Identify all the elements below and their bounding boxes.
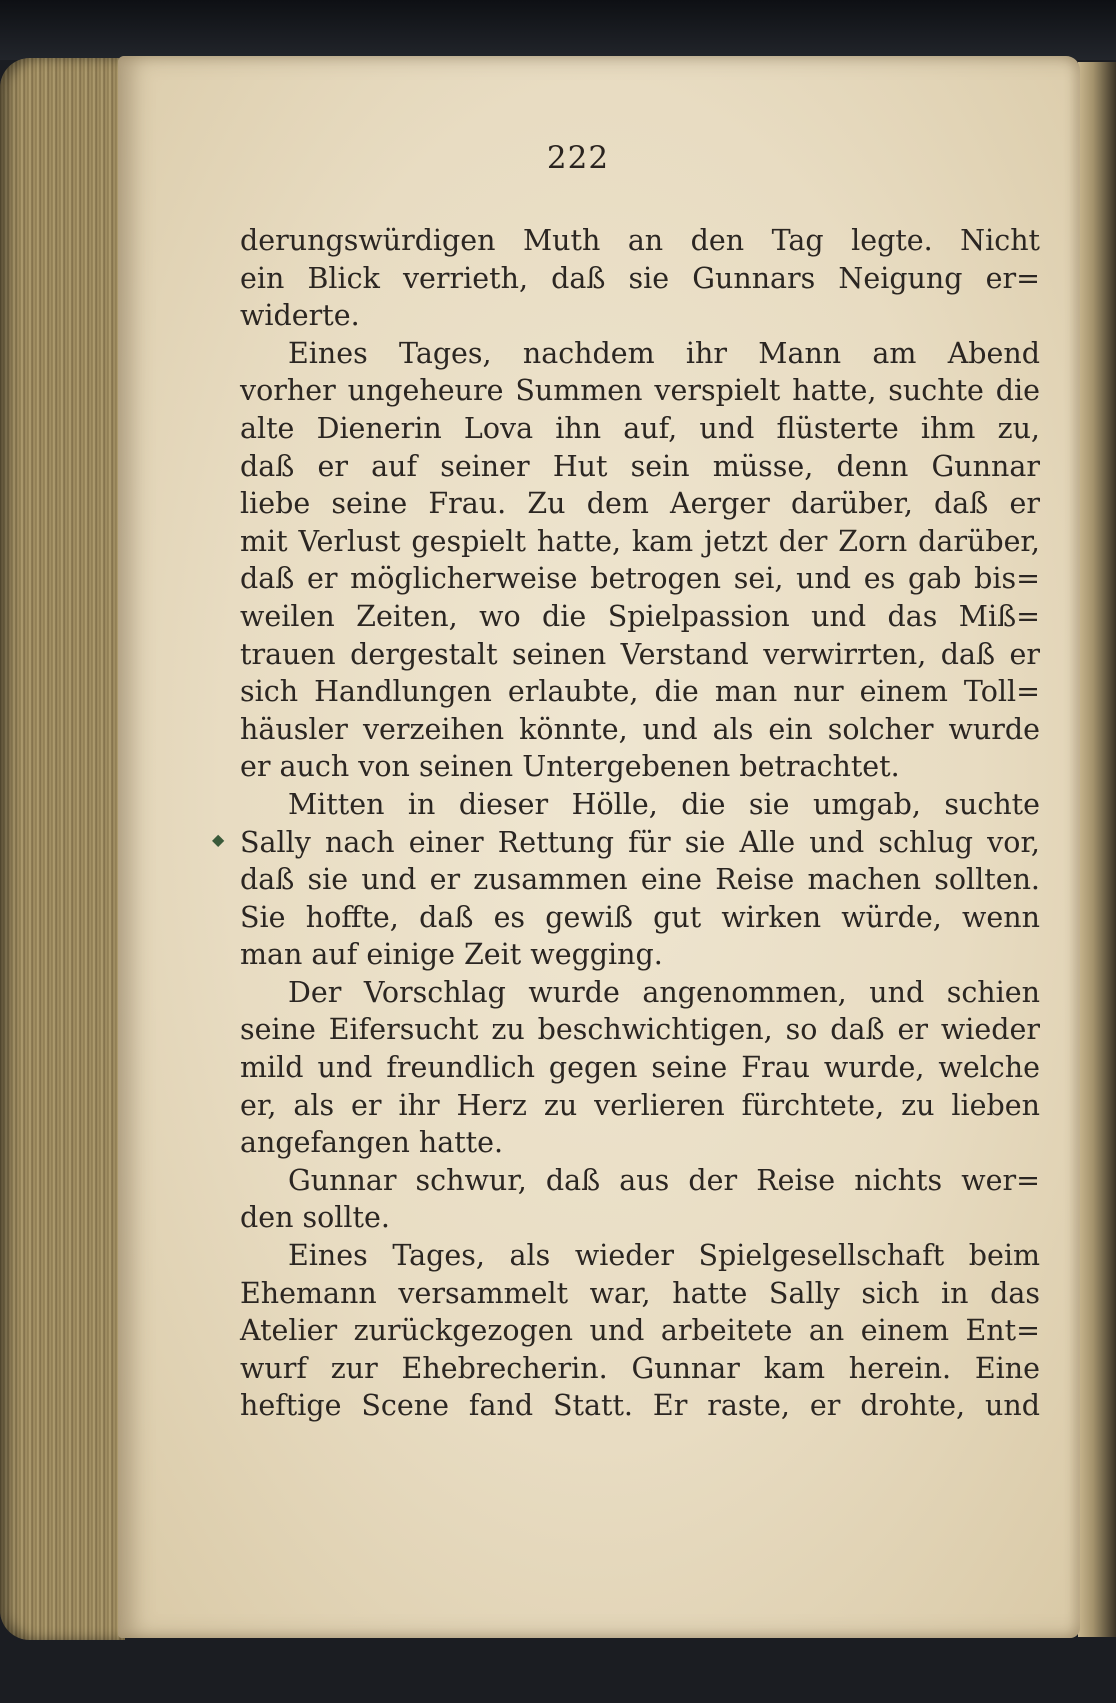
text-line: sich Handlungen erlaubte, die man nur einem Toll= xyxy=(240,675,1040,709)
text-line: widerte. xyxy=(240,299,360,333)
background-shadow xyxy=(0,0,1116,60)
text-line: vorher ungeheure Summen verspielt hatte, suchte die xyxy=(240,374,1040,408)
text-line: Der Vorschlag wurde angenommen, und schien xyxy=(288,975,1040,1009)
margin-mark-icon: ◆ xyxy=(212,830,225,849)
text-line: mit Verlust gespielt hatte, kam jetzt der Zorn darüber, xyxy=(240,524,1040,558)
text-line: wurf zur Ehebrecherin. Gunnar kam herein. Eine xyxy=(240,1351,1040,1385)
text-line: daß er möglicherweise betrogen sei, und es gab bis= xyxy=(240,562,1040,596)
text-line: weilen Zeiten, wo die Spielpassion und das Miß= xyxy=(240,599,1040,633)
text-line: er, als er ihr Herz zu verlieren fürchtete, zu lieben xyxy=(240,1088,1040,1122)
text-line: Sally nach einer Rettung für sie Alle und schlug vor, xyxy=(240,825,1040,859)
text-line: alte Dienerin Lova ihn auf, und flüsterte ihm zu, xyxy=(240,411,1040,445)
text-line: Atelier zurückgezogen und arbeitete an einem Ent= xyxy=(240,1314,1040,1348)
text-line: Mitten in dieser Hölle, die sie umgab, suchte xyxy=(288,787,1040,821)
page-text xyxy=(240,222,1040,1425)
page-number: 222 xyxy=(546,140,610,176)
text-line: daß sie und er zusammen eine Reise machen sollten. xyxy=(240,863,1040,897)
text-line: derungswürdigen Muth an den Tag legte. Nicht xyxy=(240,224,1040,257)
text-line: trauen dergestalt seinen Verstand verwirrten, daß er xyxy=(240,637,1040,671)
text-line: Eines Tages, nachdem ihr Mann am Abend xyxy=(288,336,1040,370)
facing-page-edge xyxy=(1078,62,1116,1637)
text-line: Eines Tages, als wieder Spielgesellschaft beim xyxy=(288,1239,1040,1273)
text-line: den sollte. xyxy=(240,1201,390,1235)
text-line: häusler verzeihen könnte, und als ein solcher wurde xyxy=(240,712,1040,746)
text-line: er auch von seinen Untergebenen betrachtet. xyxy=(240,750,900,784)
text-line: man auf einige Zeit wegging. xyxy=(240,938,663,972)
text-line: liebe seine Frau. Zu dem Aerger darüber, daß er xyxy=(240,487,1040,521)
text-line: Ehemann versammelt war, hatte Sally sich in das xyxy=(240,1276,1040,1310)
text-line: ein Blick verrieth, daß sie Gunnars Neigung er= xyxy=(240,261,1040,295)
text-line: angefangen hatte. xyxy=(240,1126,504,1160)
text-line: daß er auf seiner Hut sein müsse, denn Gunnar xyxy=(240,449,1040,483)
text-line: heftige Scene fand Statt. Er raste, er drohte, und xyxy=(240,1389,1040,1423)
text-line: mild und freundlich gegen seine Frau wurde, welche xyxy=(240,1051,1040,1085)
book-page-edges xyxy=(0,58,125,1640)
text-line: seine Eifersucht zu beschwichtigen, so daß er wieder xyxy=(240,1013,1040,1047)
text-line: Sie hoffte, daß es gewiß gut wirken würde, wenn xyxy=(240,900,1040,934)
text-line: Gunnar schwur, daß aus der Reise nichts wer= xyxy=(288,1163,1040,1197)
